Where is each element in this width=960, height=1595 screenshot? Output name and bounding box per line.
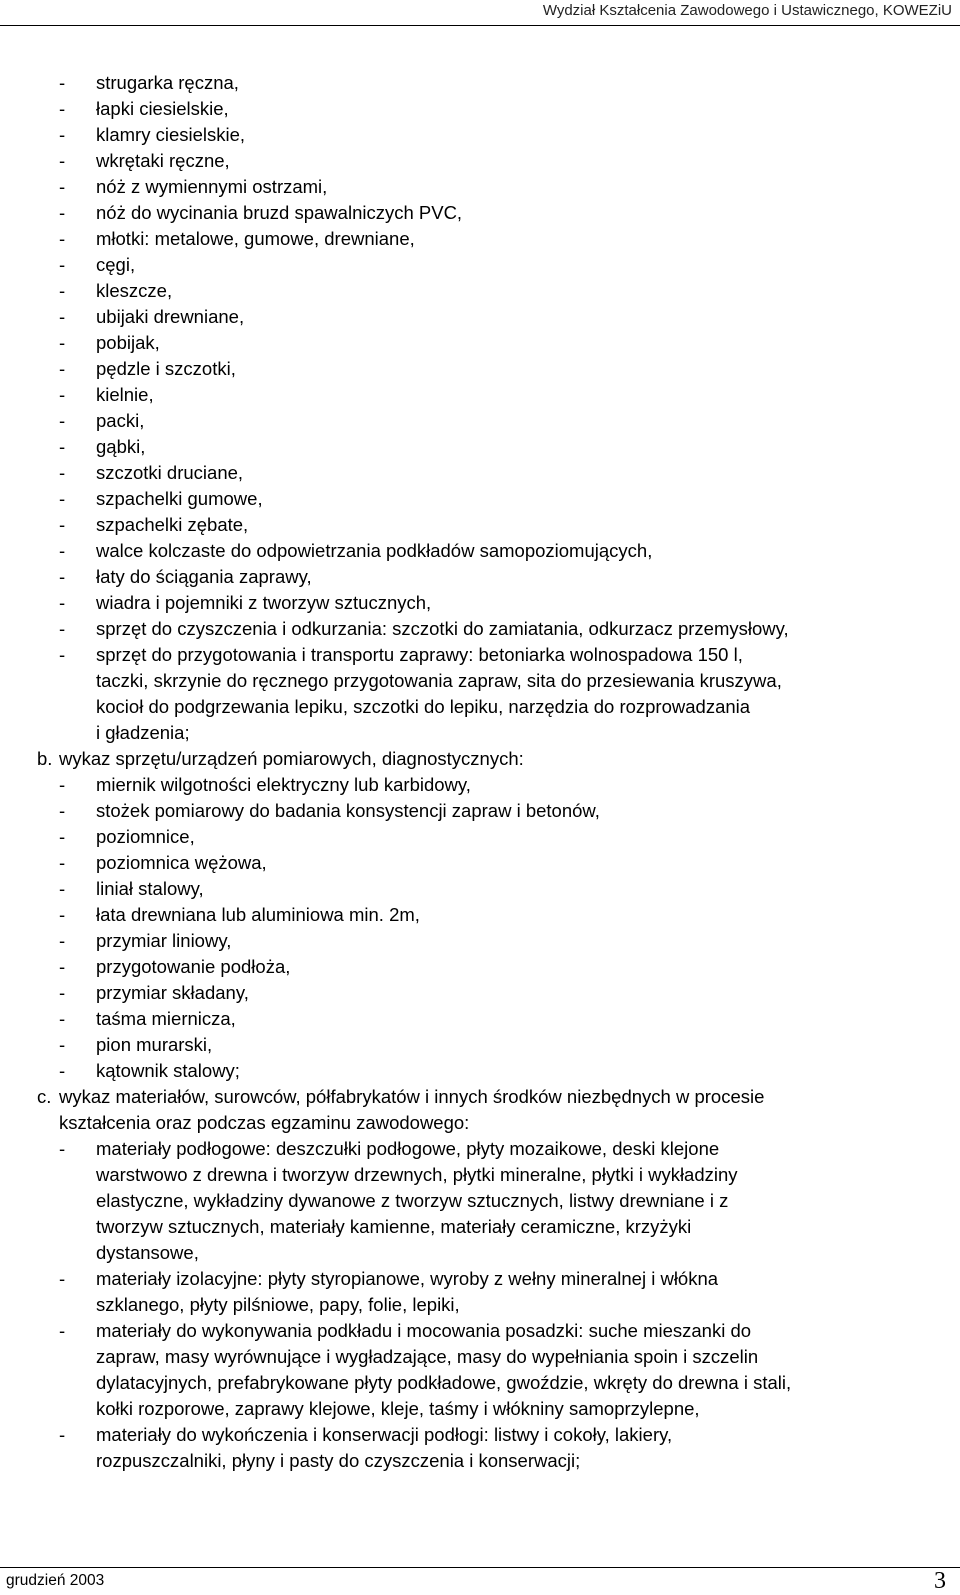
list-item-text: pion murarski, xyxy=(96,1034,213,1055)
list-item-text: poziomnica wężowa, xyxy=(96,852,267,873)
list-item xyxy=(0,330,960,356)
list-item xyxy=(0,772,960,798)
bullet-dash: - xyxy=(59,176,66,197)
bullet-dash: - xyxy=(59,852,66,873)
list-item-continuation xyxy=(0,1292,960,1318)
list-item xyxy=(0,408,960,434)
list-item-continuation xyxy=(0,694,960,720)
section-heading: wykaz sprzętu/urządzeń pomiarowych, diagnostycznych: xyxy=(59,748,524,769)
list-item-text: wiadra i pojemniki z tworzyw sztucznych, xyxy=(96,592,432,613)
section-heading-continuation xyxy=(0,1110,960,1136)
list-item xyxy=(0,148,960,174)
bullet-dash: - xyxy=(59,332,66,353)
list-item-text: sprzęt do przygotowania i transportu zaprawy: betoniarka wolnospadowa 150 l, xyxy=(96,644,743,665)
list-item-text: kątownik stalowy; xyxy=(96,1060,240,1081)
list-item-text: warstwowo z drewna i tworzyw drzewnych, płytki mineralne, płytki i wykładziny xyxy=(96,1164,738,1185)
list-item xyxy=(0,434,960,460)
list-item xyxy=(0,382,960,408)
bullet-dash: - xyxy=(59,1034,66,1055)
bullet-dash: - xyxy=(59,540,66,561)
list-item xyxy=(0,1058,960,1084)
bullet-dash: - xyxy=(59,930,66,951)
section-marker: b. xyxy=(37,748,53,769)
list-item-text: szczotki druciane, xyxy=(96,462,244,483)
bullet-dash: - xyxy=(59,982,66,1003)
header-divider xyxy=(0,25,960,26)
list-item-text: rozpuszczalniki, płyny i pasty do czyszczenia i konserwacji; xyxy=(96,1450,581,1471)
document-body xyxy=(0,70,960,1474)
list-item-text: materiały do wykonywania podkładu i mocowania posadzki: suche mieszanki do xyxy=(96,1320,752,1341)
bullet-dash: - xyxy=(59,98,66,119)
bullet-dash: - xyxy=(59,826,66,847)
list-item-text: i gładzenia; xyxy=(96,722,190,743)
list-item-continuation xyxy=(0,720,960,746)
bullet-dash: - xyxy=(59,488,66,509)
section-heading: wykaz materiałów, surowców, półfabrykatów i innych środków niezbędnych w procesie xyxy=(59,1086,765,1107)
list-item-text: materiały do wykończenia i konserwacji podłogi: listwy i cokoły, lakiery, xyxy=(96,1424,673,1445)
list-item xyxy=(0,96,960,122)
list-item xyxy=(0,616,960,642)
list-item-text: szpachelki gumowe, xyxy=(96,488,263,509)
bullet-dash: - xyxy=(59,878,66,899)
list-item-continuation xyxy=(0,1370,960,1396)
list-item-text: materiały podłogowe: deszczułki podłogowe, płyty mozaikowe, deski klejone xyxy=(96,1138,720,1159)
list-item-text: ubijaki drewniane, xyxy=(96,306,245,327)
list-item xyxy=(0,122,960,148)
bullet-dash: - xyxy=(59,1320,66,1341)
list-item xyxy=(0,1422,960,1448)
list-item xyxy=(0,954,960,980)
footer-divider xyxy=(0,1567,960,1568)
header-title: Wydział Kształcenia Zawodowego i Ustawicznego, KOWEZiU xyxy=(542,2,952,19)
list-item xyxy=(0,200,960,226)
list-item xyxy=(0,902,960,928)
list-item xyxy=(0,980,960,1006)
list-item xyxy=(0,1032,960,1058)
bullet-dash: - xyxy=(59,306,66,327)
list-item-continuation xyxy=(0,1162,960,1188)
list-item xyxy=(0,928,960,954)
list-item-text: packi, xyxy=(96,410,145,431)
list-item xyxy=(0,1006,960,1032)
bullet-dash: - xyxy=(59,618,66,639)
bullet-dash: - xyxy=(59,956,66,977)
list-item-text: taśma miernicza, xyxy=(96,1008,236,1029)
list-item-continuation xyxy=(0,1214,960,1240)
list-item-text: szklanego, płyty pilśniowe, papy, folie, lepiki, xyxy=(96,1294,460,1315)
bullet-dash: - xyxy=(59,1268,66,1289)
bullet-dash: - xyxy=(59,150,66,171)
list-item xyxy=(0,1136,960,1162)
list-item-text: zapraw, masy wyrównujące i wygładzające, masy do wypełniania spoin i szczelin xyxy=(96,1346,759,1367)
bullet-dash: - xyxy=(59,800,66,821)
list-item-text: strugarka ręczna, xyxy=(96,72,239,93)
bullet-dash: - xyxy=(59,1008,66,1029)
list-item xyxy=(0,174,960,200)
list-item xyxy=(0,642,960,668)
list-item-text: nóż z wymiennymi ostrzami, xyxy=(96,176,328,197)
list-item-text: materiały izolacyjne: płyty styropianowe, wyroby z wełny mineralnej i włókna xyxy=(96,1268,719,1289)
list-item-text: miernik wilgotności elektryczny lub karbidowy, xyxy=(96,774,471,795)
bullet-dash: - xyxy=(59,462,66,483)
list-item-text: pędzle i szczotki, xyxy=(96,358,236,379)
list-item-text: elastyczne, wykładziny dywanowe z tworzyw sztucznych, listwy drewniane i z xyxy=(96,1190,729,1211)
list-item-text: przymiar składany, xyxy=(96,982,249,1003)
list-item-continuation xyxy=(0,1396,960,1422)
section-marker: c. xyxy=(37,1086,52,1107)
bullet-dash: - xyxy=(59,644,66,665)
list-item xyxy=(0,304,960,330)
list-item-text: młotki: metalowe, gumowe, drewniane, xyxy=(96,228,415,249)
list-item xyxy=(0,538,960,564)
list-item xyxy=(0,1318,960,1344)
list-item xyxy=(0,278,960,304)
list-item-text: dystansowe, xyxy=(96,1242,199,1263)
bullet-dash: - xyxy=(59,228,66,249)
list-item-text: cęgi, xyxy=(96,254,136,275)
list-item xyxy=(0,824,960,850)
list-item-text: łaty do ściągania zaprawy, xyxy=(96,566,312,587)
list-item-text: gąbki, xyxy=(96,436,146,457)
bullet-dash: - xyxy=(59,514,66,535)
list-item xyxy=(0,70,960,96)
list-item xyxy=(0,356,960,382)
bullet-dash: - xyxy=(59,566,66,587)
list-item-text: przygotowanie podłoża, xyxy=(96,956,291,977)
list-item-text: kołki rozporowe, zaprawy klejowe, kleje, taśmy i włókniny samoprzylepne, xyxy=(96,1398,700,1419)
bullet-dash: - xyxy=(59,1424,66,1445)
list-item-text: klamry ciesielskie, xyxy=(96,124,246,145)
bullet-dash: - xyxy=(59,358,66,379)
bullet-dash: - xyxy=(59,774,66,795)
bullet-dash: - xyxy=(59,410,66,431)
list-item-text: walce kolczaste do odpowietrzania podkładów samopoziomujących, xyxy=(96,540,653,561)
list-item-text: poziomnice, xyxy=(96,826,195,847)
list-item-continuation xyxy=(0,1448,960,1474)
bullet-dash: - xyxy=(59,124,66,145)
list-item-continuation xyxy=(0,1344,960,1370)
list-item-continuation xyxy=(0,1240,960,1266)
page-number: 3 xyxy=(934,1568,946,1594)
list-item-text: dylatacyjnych, prefabrykowane płyty podkładowe, gwoździe, wkręty do drewna i stali, xyxy=(96,1372,792,1393)
bullet-dash: - xyxy=(59,202,66,223)
bullet-dash: - xyxy=(59,436,66,457)
list-item-text: kielnie, xyxy=(96,384,154,405)
list-item-text: pobijak, xyxy=(96,332,160,353)
list-item xyxy=(0,486,960,512)
list-item-text: wkrętaki ręczne, xyxy=(96,150,230,171)
section-heading-b xyxy=(0,746,960,772)
bullet-dash: - xyxy=(59,72,66,93)
section-heading: kształcenia oraz podczas egzaminu zawodowego: xyxy=(59,1112,470,1133)
list-item-continuation xyxy=(0,668,960,694)
list-item xyxy=(0,590,960,616)
bullet-dash: - xyxy=(59,592,66,613)
list-item-text: kleszcze, xyxy=(96,280,173,301)
list-item-text: sprzęt do czyszczenia i odkurzania: szczotki do zamiatania, odkurzacz przemysłowy, xyxy=(96,618,789,639)
list-item-text: łata drewniana lub aluminiowa min. 2m, xyxy=(96,904,420,925)
bullet-dash: - xyxy=(59,384,66,405)
footer-date: grudzień 2003 xyxy=(6,1572,105,1589)
bullet-dash: - xyxy=(59,280,66,301)
list-item xyxy=(0,226,960,252)
bullet-dash: - xyxy=(59,1060,66,1081)
list-item xyxy=(0,850,960,876)
list-item-text: taczki, skrzynie do ręcznego przygotowania zapraw, sita do przesiewania kruszywa, xyxy=(96,670,782,691)
list-item xyxy=(0,512,960,538)
list-item-text: łapki ciesielskie, xyxy=(96,98,229,119)
list-item xyxy=(0,876,960,902)
list-item-text: stożek pomiarowy do badania konsystencji zapraw i betonów, xyxy=(96,800,600,821)
bullet-dash: - xyxy=(59,1138,66,1159)
section-heading-c xyxy=(0,1084,960,1110)
list-item-text: liniał stalowy, xyxy=(96,878,204,899)
bullet-dash: - xyxy=(59,254,66,275)
list-item xyxy=(0,460,960,486)
list-item-continuation xyxy=(0,1188,960,1214)
list-item xyxy=(0,252,960,278)
list-item-text: kocioł do podgrzewania lepiku, szczotki do lepiku, narzędzia do rozprowadzania xyxy=(96,696,751,717)
list-item-text: tworzyw sztucznych, materiały kamienne, materiały ceramiczne, krzyżyki xyxy=(96,1216,692,1237)
list-item xyxy=(0,798,960,824)
list-item-text: nóż do wycinania bruzd spawalniczych PVC, xyxy=(96,202,463,223)
list-item-text: przymiar liniowy, xyxy=(96,930,232,951)
list-item xyxy=(0,564,960,590)
list-item xyxy=(0,1266,960,1292)
list-item-text: szpachelki zębate, xyxy=(96,514,249,535)
bullet-dash: - xyxy=(59,904,66,925)
